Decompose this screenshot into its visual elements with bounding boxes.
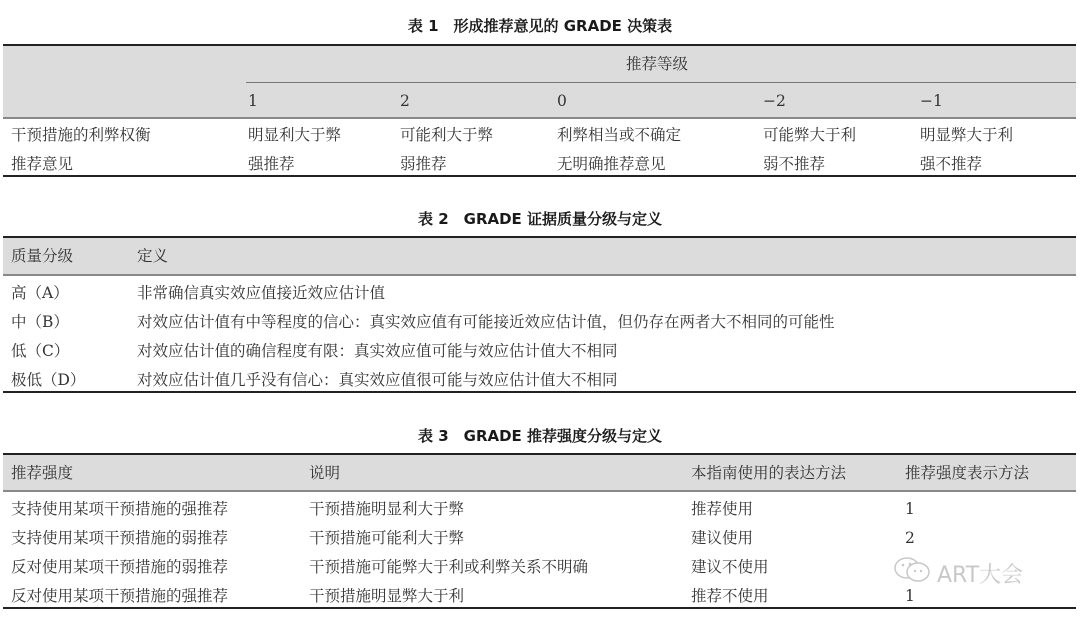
table3-cell: 支持使用某项干预措施的强推荐	[11, 500, 229, 518]
table1-header-rule	[3, 117, 1076, 119]
table3-bottom-rule	[3, 607, 1076, 609]
table1-cell: 明显弊大于利	[920, 126, 1014, 144]
table1-grade: −1	[920, 92, 943, 110]
table1	[3, 44, 1076, 178]
table2-cell: 高（A）	[11, 284, 69, 302]
table1-bottom-rule	[3, 175, 1076, 177]
table1-grade: −2	[763, 92, 786, 110]
table2-cell: 对效应估计值的确信程度有限：真实效应值可能与效应估计值大不相同	[137, 342, 618, 360]
table3-cell: 干预措施可能弊大于利或利弊关系不明确	[309, 558, 589, 576]
table1-caption: 表 1 形成推荐意见的 GRADE 决策表	[407, 17, 673, 35]
table3-cell: 反对使用某项干预措施的弱推荐	[11, 558, 229, 576]
table3-cell: 推荐不使用	[691, 587, 769, 605]
table3-header: 推荐强度表示方法	[905, 464, 1030, 482]
table1-row-label: 推荐意见	[11, 155, 74, 173]
table3-cell: 反对使用某项干预措施的强推荐	[11, 587, 229, 605]
wechat-icon	[893, 556, 933, 590]
table1-grade: 1	[248, 92, 258, 110]
table1-group-header: 推荐等级	[626, 55, 689, 73]
table3-cell: 1	[905, 500, 915, 518]
table2-header-rule	[3, 274, 1076, 276]
table3-cell: 建议不使用	[691, 558, 769, 576]
table2-caption: 表 2 GRADE 证据质量分级与定义	[417, 210, 663, 228]
table2-cell: 极低（D）	[11, 371, 86, 389]
table1-cell: 明显利大于弊	[248, 126, 342, 144]
table1-row-label: 干预措施的利弊权衡	[11, 126, 151, 144]
table1-cell: 可能弊大于利	[763, 126, 857, 144]
table1-cell: 弱不推荐	[763, 155, 826, 173]
table2-header: 质量分级	[11, 247, 74, 265]
table3-cell: 1	[905, 587, 915, 605]
table3-header: 说明	[309, 464, 341, 482]
table3-cell: 干预措施明显弊大于利	[309, 587, 465, 605]
table3-header-rule	[3, 490, 1076, 492]
table1-grade: 0	[557, 92, 567, 110]
table3-cell: 干预措施可能利大于弊	[309, 529, 465, 547]
table1-cell: 可能利大于弊	[400, 126, 494, 144]
table2-cell: 对效应估计值有中等程度的信心：真实效应值有可能接近效应估计值，但仍存在两者大不相同的可能性	[137, 313, 835, 331]
table1-group-rule	[246, 82, 1076, 83]
table3-header: 本指南使用的表达方法	[691, 464, 847, 482]
table3-cell: 2	[905, 529, 915, 547]
table2-bottom-rule	[3, 391, 1076, 393]
table2-cell: 非常确信真实效应值接近效应估计值	[137, 284, 386, 302]
table3-cell: 支持使用某项干预措施的弱推荐	[11, 529, 229, 547]
table1-cell: 利弊相当或不确定	[557, 126, 682, 144]
table3-cell: 干预措施明显利大于弊	[309, 500, 465, 518]
watermark	[893, 556, 1023, 590]
table2-header: 定义	[137, 247, 169, 265]
table3-caption: 表 3 GRADE 推荐强度分级与定义	[417, 427, 663, 445]
table3-cell: 推荐使用	[691, 500, 754, 518]
table2	[3, 236, 1076, 394]
table1-cell: 无明确推荐意见	[557, 155, 666, 173]
table1-cell: 弱推荐	[400, 155, 447, 173]
table2-cell: 低（C）	[11, 342, 70, 360]
table3-cell: 建议使用	[691, 529, 754, 547]
table2-cell: 对效应估计值几乎没有信心：真实效应值很可能与效应估计值大不相同	[137, 371, 618, 389]
watermark-text: ART大会	[937, 562, 1024, 588]
table2-cell: 中（B）	[11, 313, 69, 331]
table1-grade: 2	[400, 92, 410, 110]
table1-cell: 强推荐	[248, 155, 295, 173]
table1-cell: 强不推荐	[920, 155, 983, 173]
table3-header: 推荐强度	[11, 464, 74, 482]
